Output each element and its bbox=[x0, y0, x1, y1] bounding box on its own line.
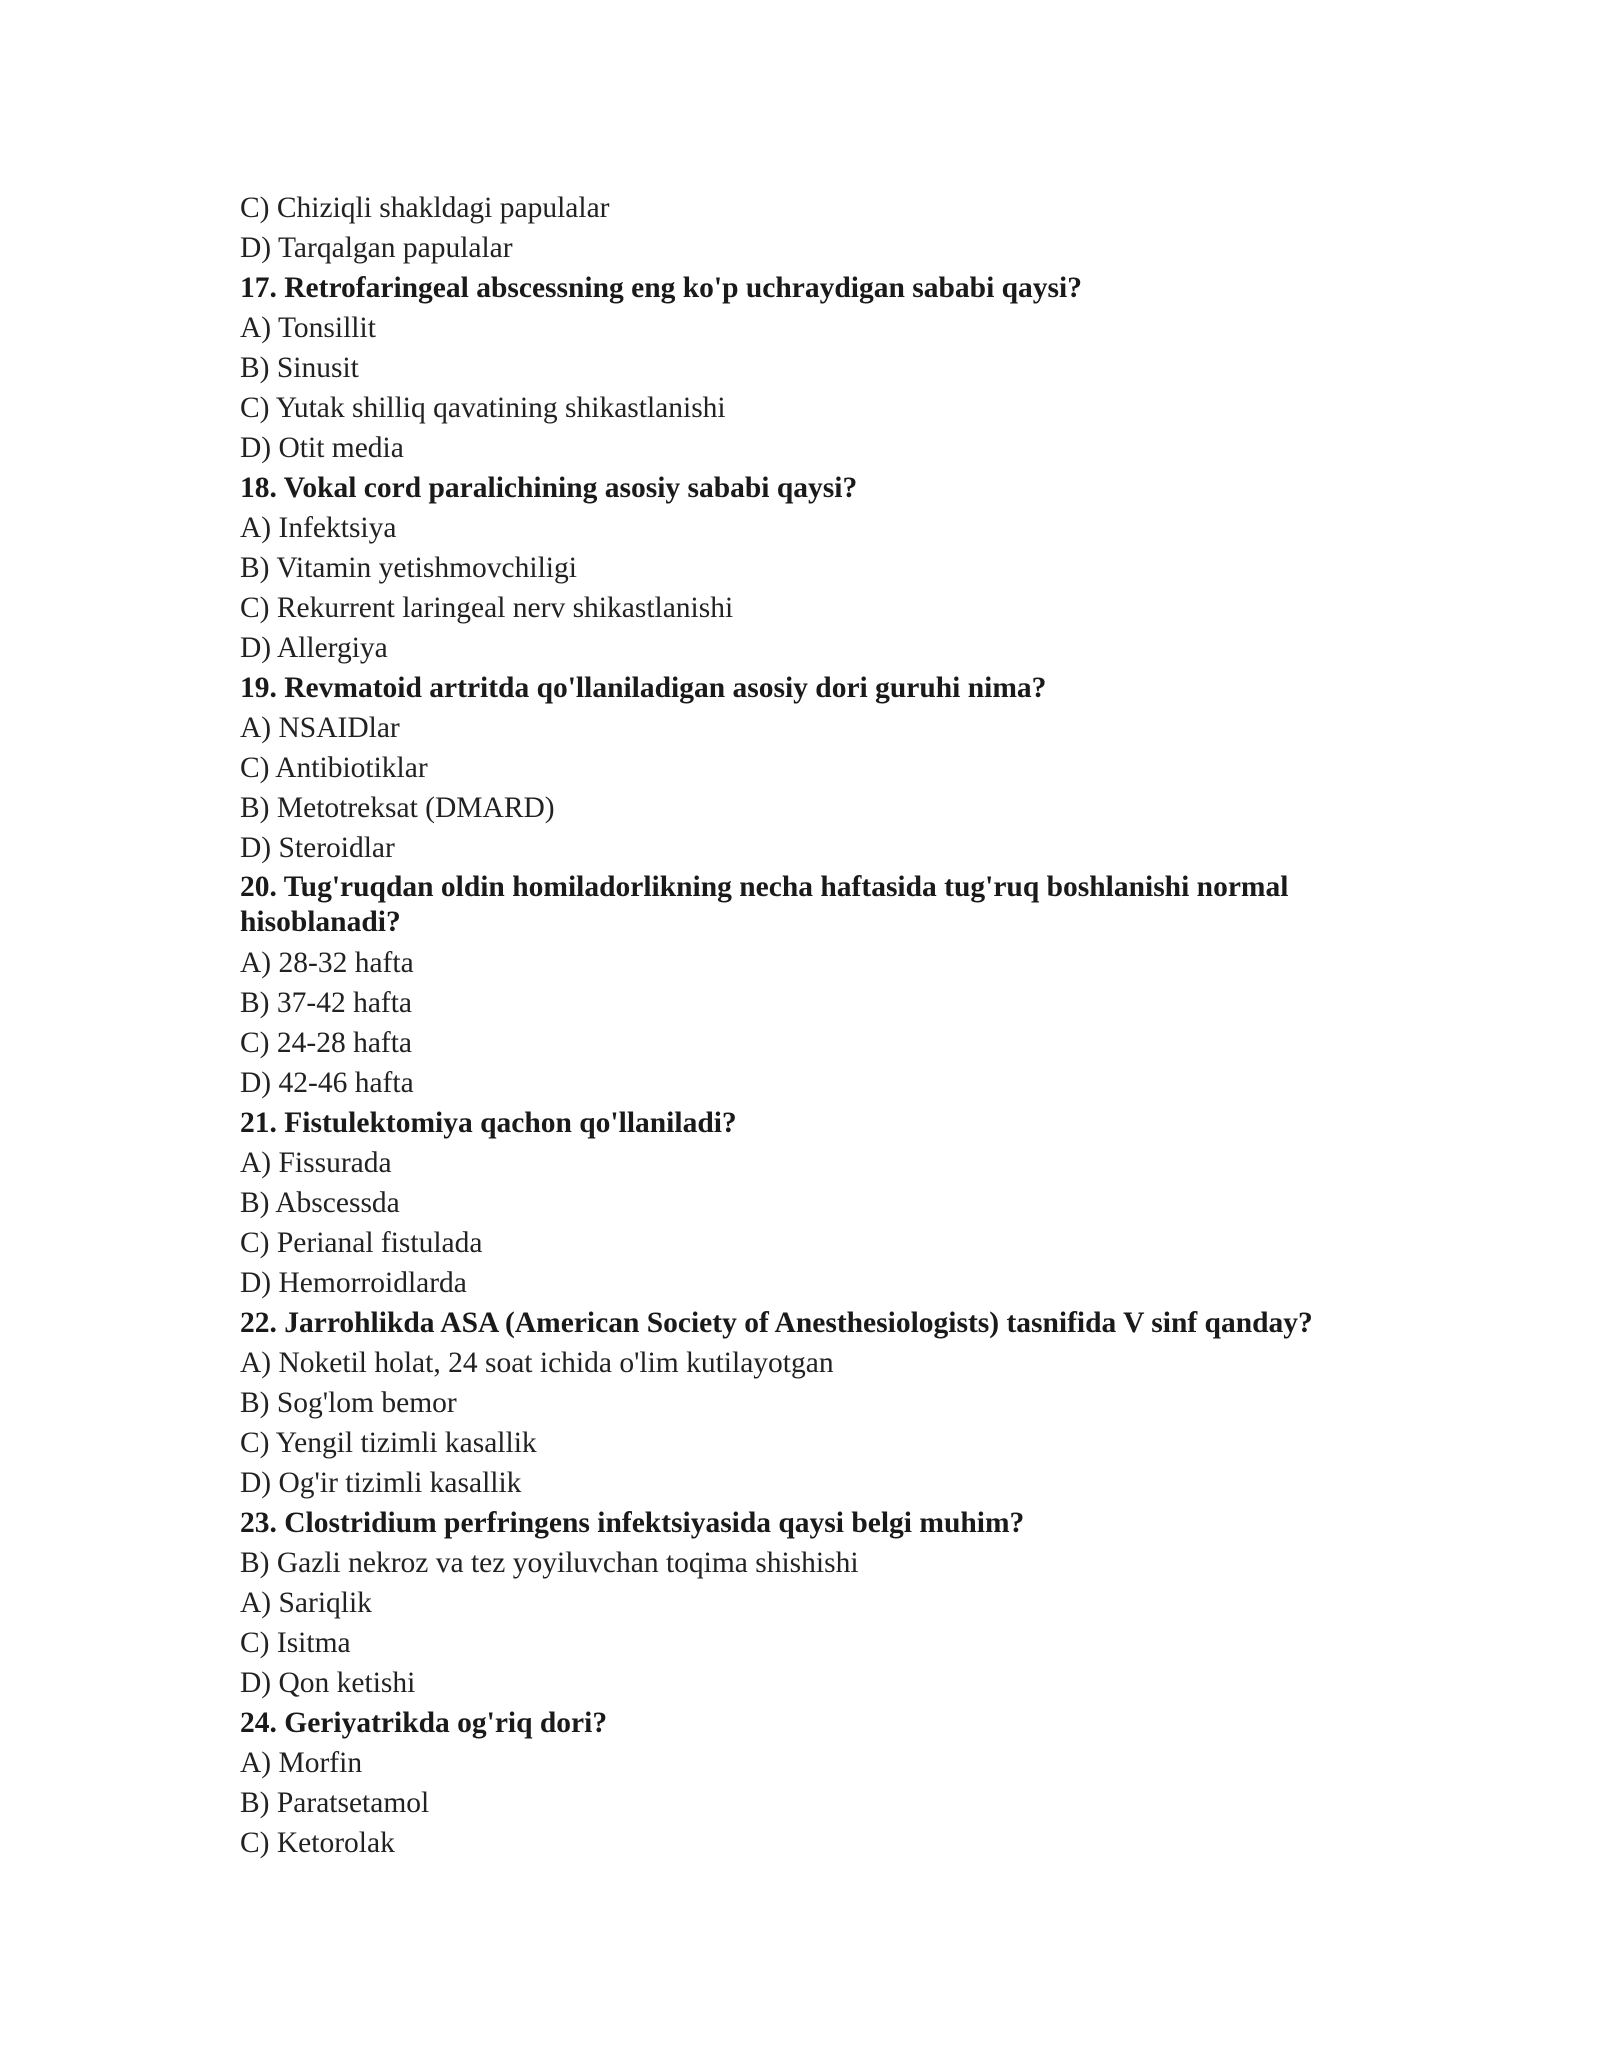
answer-option: B) Paratsetamol bbox=[240, 1787, 430, 1819]
answer-option: C) 24-28 hafta bbox=[240, 1027, 413, 1059]
answer-option: A) 28-32 hafta bbox=[240, 947, 414, 979]
answer-option: B) Abscessda bbox=[240, 1187, 400, 1219]
question-block-21 bbox=[240, 1103, 1440, 1303]
answer-option: A) Morfin bbox=[240, 1747, 363, 1779]
question-block-20 bbox=[240, 868, 1440, 1103]
answer-option: D) Steroidlar bbox=[240, 832, 395, 864]
question-block-23 bbox=[240, 1503, 1440, 1703]
leading-options bbox=[240, 188, 1440, 268]
answer-option: A) NSAIDlar bbox=[240, 712, 400, 744]
question-text: 21. Fistulektomiya qachon qo'llaniladi? bbox=[240, 1107, 737, 1139]
answer-option: D) Qon ketishi bbox=[240, 1667, 416, 1699]
answer-option: D) Tarqalgan papulalar bbox=[240, 232, 513, 264]
answer-option: B) Metotreksat (DMARD) bbox=[240, 792, 555, 824]
answer-option: C) Antibiotiklar bbox=[240, 752, 428, 784]
question-text: 23. Clostridium perfringens infektsiyasida qaysi belgi muhim? bbox=[240, 1507, 1025, 1539]
question-block-19 bbox=[240, 668, 1440, 868]
answer-option: B) Sog'lom bemor bbox=[240, 1387, 457, 1419]
document-page bbox=[240, 188, 1440, 1863]
answer-option: A) Sariqlik bbox=[240, 1587, 372, 1619]
answer-option: D) Allergiya bbox=[240, 632, 388, 664]
answer-option: D) 42-46 hafta bbox=[240, 1067, 414, 1099]
question-text: 17. Retrofaringeal abscessning eng ko'p uchraydigan sababi qaysi? bbox=[240, 272, 1082, 304]
answer-option: A) Tonsillit bbox=[240, 312, 376, 344]
answer-option: A) Fissurada bbox=[240, 1147, 392, 1179]
answer-option: D) Hemorroidlarda bbox=[240, 1267, 467, 1299]
question-block-18 bbox=[240, 468, 1440, 668]
answer-option: D) Og'ir tizimli kasallik bbox=[240, 1467, 522, 1499]
question-text: 20. Tug'ruqdan oldin homiladorlikning necha haftasida tug'ruq boshlanishi normal hisoblanadi? bbox=[240, 871, 1289, 938]
answer-option: D) Otit media bbox=[240, 432, 404, 464]
question-text: 18. Vokal cord paralichining asosiy sababi qaysi? bbox=[240, 472, 858, 504]
answer-option: C) Ketorolak bbox=[240, 1827, 395, 1859]
answer-option: C) Isitma bbox=[240, 1627, 351, 1659]
answer-option: A) Noketil holat, 24 soat ichida o'lim kutilayotgan bbox=[240, 1347, 834, 1379]
question-text: 22. Jarrohlikda ASA (American Society of Anesthesiologists) tasnifida V sinf qanday? bbox=[240, 1307, 1313, 1339]
question-text: 24. Geriyatrikda og'riq dori? bbox=[240, 1707, 608, 1739]
answer-option: C) Yengil tizimli kasallik bbox=[240, 1427, 537, 1459]
answer-option: B) Sinusit bbox=[240, 352, 359, 384]
question-text: 19. Revmatoid artritda qo'llaniladigan asosiy dori guruhi nima? bbox=[240, 672, 1047, 704]
answer-option: C) Perianal fistulada bbox=[240, 1227, 483, 1259]
answer-option: B) Gazli nekroz va tez yoyiluvchan toqima shishishi bbox=[240, 1547, 859, 1579]
answer-option: A) Infektsiya bbox=[240, 512, 397, 544]
question-block-22 bbox=[240, 1303, 1440, 1503]
answer-option: C) Rekurrent laringeal nerv shikastlanishi bbox=[240, 592, 734, 624]
question-block-17 bbox=[240, 268, 1440, 468]
answer-option: C) Chiziqli shakldagi papulalar bbox=[240, 192, 610, 224]
answer-option: B) 37-42 hafta bbox=[240, 987, 413, 1019]
answer-option: B) Vitamin yetishmovchiligi bbox=[240, 552, 577, 584]
answer-option: C) Yutak shilliq qavatining shikastlanishi bbox=[240, 392, 726, 424]
question-block-24 bbox=[240, 1703, 1440, 1863]
